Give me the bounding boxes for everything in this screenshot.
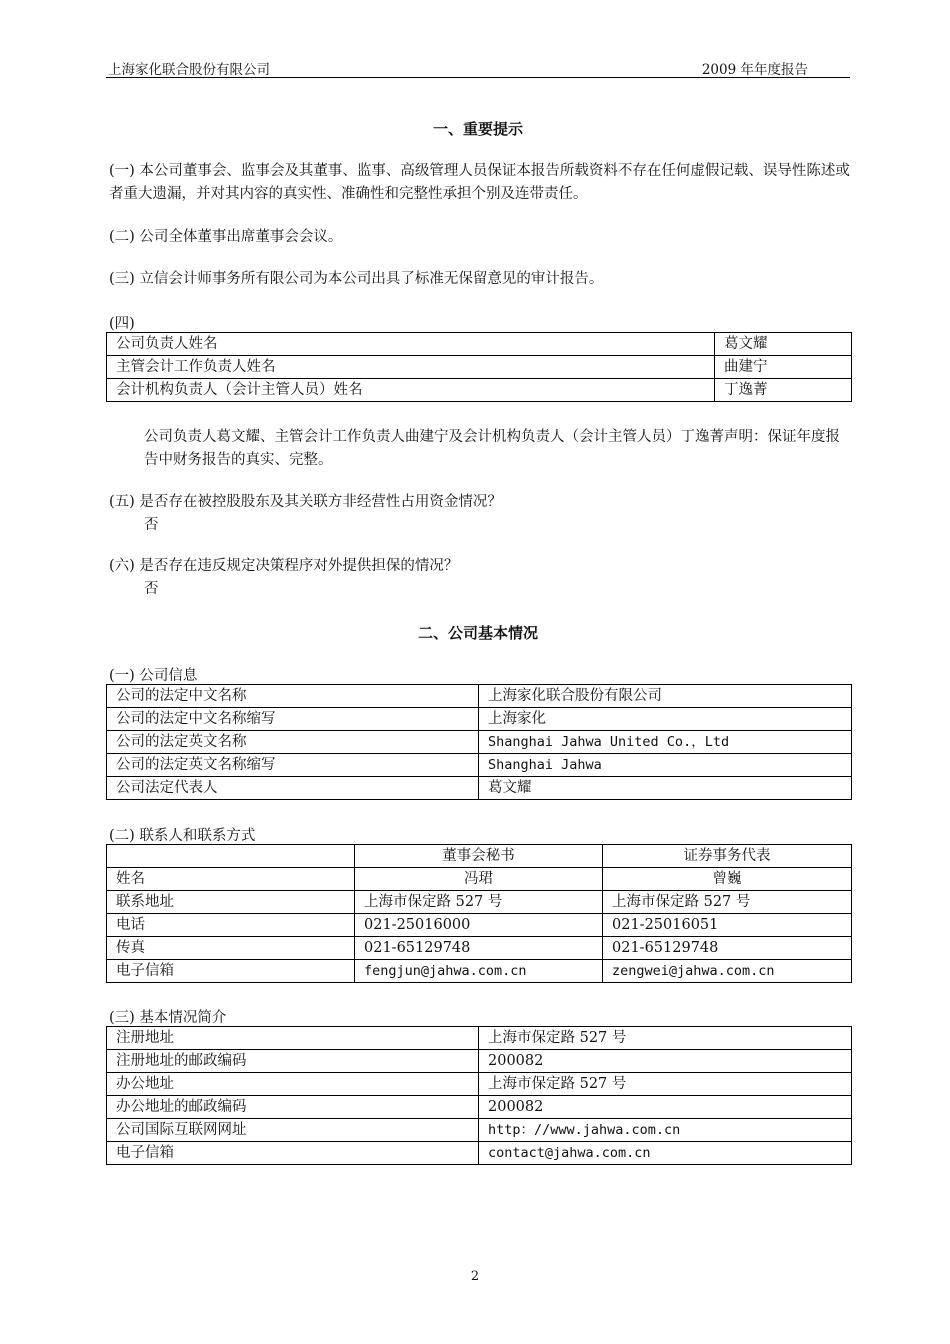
info-label: 公司的法定中文名称: [107, 685, 479, 708]
question-5: (五) 是否存在被控股股东及其关联方非经营性占用资金情况？: [109, 494, 502, 510]
basic-label: 注册地址: [107, 1027, 479, 1050]
basic-value: 200082: [479, 1050, 852, 1073]
table-row: [107, 868, 852, 891]
info-label: 公司法定代表人: [107, 777, 479, 800]
contact-label: 电话: [107, 914, 355, 937]
section-1-title: 一、重要提示: [432, 120, 523, 138]
info-label: 公司的法定英文名称: [107, 731, 479, 754]
contact-header-blank: [107, 845, 355, 868]
secretary-value: 021-65129748: [355, 937, 603, 960]
secretary-value: 冯珺: [355, 868, 603, 891]
contact-label: 电子信箱: [107, 960, 355, 983]
secretary-email: fengjun@jahwa.com.cn: [355, 960, 603, 983]
table-row: [107, 754, 852, 777]
table-row: [107, 777, 852, 800]
answer-6: 否: [144, 581, 159, 597]
basic-label: 电子信箱: [107, 1142, 479, 1165]
table-row: [107, 708, 852, 731]
website-value: http：//www.jahwa.com.cn: [479, 1119, 852, 1142]
table-row: [107, 1027, 852, 1050]
table-row: [107, 1119, 852, 1142]
table-row: [107, 1096, 852, 1119]
info-value: Shanghai Jahwa: [479, 754, 852, 777]
info-value: 上海家化联合股份有限公司: [479, 685, 852, 708]
officers-table: [106, 332, 852, 402]
info-value: Shanghai Jahwa United Co.，Ltd: [479, 731, 852, 754]
rep-value: 上海市保定路 527 号: [603, 891, 852, 914]
notice-paragraph-1: (一) 本公司董事会、监事会及其董事、监事、高级管理人员保证本报告所载资料不存在任何虚假记载、误导性陈述或者重大遗漏，并对其内容的真实性、准确性和完整性承担个别及连带责任。: [109, 163, 850, 202]
officer-label: 公司负责人姓名: [107, 333, 715, 356]
info-label: 公司的法定中文名称缩写: [107, 708, 479, 731]
secretary-value: 021-25016000: [355, 914, 603, 937]
basic-label: 办公地址: [107, 1073, 479, 1096]
contact-header-secretary: 董事会秘书: [355, 845, 603, 868]
answer-5: 否: [144, 517, 159, 533]
company-info-caption: (一) 公司信息: [109, 668, 198, 684]
officer-label: 主管会计工作负责人姓名: [107, 356, 715, 379]
notice-paragraph-2: (二) 公司全体董事出席董事会会议。: [109, 229, 343, 245]
contact-header-rep: 证券事务代表: [603, 845, 852, 868]
table-row: [107, 379, 852, 402]
basic-label: 办公地址的邮政编码: [107, 1096, 479, 1119]
info-value: 上海家化: [479, 708, 852, 731]
contact-label: 联系地址: [107, 891, 355, 914]
basic-label: 注册地址的邮政编码: [107, 1050, 479, 1073]
basic-value: 200082: [479, 1096, 852, 1119]
notice-4-label: (四): [109, 316, 135, 332]
basic-label: 公司国际互联网网址: [107, 1119, 479, 1142]
email-value: contact@jahwa.com.cn: [479, 1142, 852, 1165]
table-row: [107, 914, 852, 937]
officer-name: 葛文耀: [715, 333, 852, 356]
table-row: [107, 685, 852, 708]
header-report-title: 2009 年年度报告: [701, 62, 808, 78]
info-label: 公司的法定英文名称缩写: [107, 754, 479, 777]
contact-label: 姓名: [107, 868, 355, 891]
table-row: [107, 731, 852, 754]
table-row: [107, 1073, 852, 1096]
table-row: [107, 960, 852, 983]
company-info-table: [106, 684, 852, 800]
officer-label: 会计机构负责人（会计主管人员）姓名: [107, 379, 715, 402]
rep-email: zengwei@jahwa.com.cn: [603, 960, 852, 983]
table-row: [107, 937, 852, 960]
basic-value: 上海市保定路 527 号: [479, 1073, 852, 1096]
notice-paragraph-3: (三) 立信会计师事务所有限公司为本公司出具了标准无保留意见的审计报告。: [109, 271, 604, 287]
question-6: (六) 是否存在违反规定决策程序对外提供担保的情况？: [109, 558, 459, 574]
table-row: [107, 1142, 852, 1165]
rep-value: 曾巍: [603, 868, 852, 891]
table-row: [107, 356, 852, 379]
rep-value: 021-65129748: [603, 937, 852, 960]
basic-value: 上海市保定路 527 号: [479, 1027, 852, 1050]
secretary-value: 上海市保定路 527 号: [355, 891, 603, 914]
rep-value: 021-25016051: [603, 914, 852, 937]
table-header-row: [107, 845, 852, 868]
basic-info-caption: (三) 基本情况简介: [109, 1010, 227, 1026]
table-row: [107, 891, 852, 914]
contact-caption: (二) 联系人和联系方式: [109, 828, 256, 844]
officer-name: 丁逸菁: [715, 379, 852, 402]
contact-label: 传真: [107, 937, 355, 960]
contact-table: [106, 844, 852, 983]
officers-statement: 公司负责人葛文耀、主管会计工作负责人曲建宁及会计机构负责人（会计主管人员）丁逸菁声明：保证年度报告中财务报告的真实、完整。: [144, 429, 840, 468]
page-number: 2: [470, 1269, 480, 1284]
basic-info-table: [106, 1026, 852, 1165]
table-row: [107, 333, 852, 356]
header-divider: [106, 77, 850, 78]
table-row: [107, 1050, 852, 1073]
header-company: 上海家化联合股份有限公司: [108, 62, 270, 78]
section-2-title: 二、公司基本情况: [417, 624, 538, 642]
officer-name: 曲建宁: [715, 356, 852, 379]
info-value: 葛文耀: [479, 777, 852, 800]
